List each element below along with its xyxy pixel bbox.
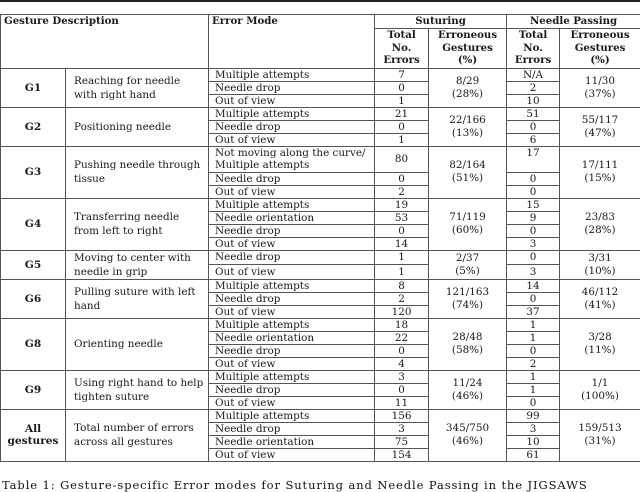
error-mode: Not moving along the curve/ Multiple attempts	[209, 146, 375, 172]
needle-errors: 0	[507, 396, 560, 409]
error-mode: Out of view	[209, 185, 375, 198]
gesture-id-all: All gestures	[1, 409, 66, 461]
suturing-errors: 0	[375, 224, 429, 237]
gesture-description: Pushing needle through tissue	[66, 146, 209, 198]
needle-errors: 1	[507, 331, 560, 344]
error-mode: Out of view	[209, 305, 375, 318]
needle-errors: 2	[507, 81, 560, 94]
needle-errors: 10	[507, 94, 560, 107]
needle-errors: 0	[507, 172, 560, 185]
suturing-errors: 19	[375, 198, 429, 211]
error-mode: Multiple attempts	[209, 198, 375, 211]
gesture-description: Moving to center with needle in grip	[66, 250, 209, 279]
gesture-id: G2	[1, 107, 66, 146]
suturing-errors: 1	[375, 265, 429, 280]
gesture-id: G9	[1, 370, 66, 409]
suturing-errors: 75	[375, 435, 429, 448]
suturing-erroneous-gestures: 8/29 (28%)	[429, 68, 507, 107]
needle-erroneous-gestures: 1/1 (100%)	[560, 370, 640, 409]
gesture-id: G1	[1, 68, 66, 107]
suturing-errors: 21	[375, 107, 429, 120]
suturing-errors: 22	[375, 331, 429, 344]
error-mode: Needle drop	[209, 422, 375, 435]
suturing-errors: 53	[375, 211, 429, 224]
error-mode: Needle drop	[209, 344, 375, 357]
gesture-id: G8	[1, 318, 66, 370]
table-row	[1, 198, 640, 211]
error-mode: Out of view	[209, 237, 375, 250]
suturing-errors: 18	[375, 318, 429, 331]
suturing-errors: 14	[375, 237, 429, 250]
table-row	[1, 279, 640, 292]
header-needle-erroneous-gestures: Erroneous Gestures (%)	[560, 28, 640, 68]
suturing-errors: 3	[375, 370, 429, 383]
header-needle-total-errors: Total No. Errors	[507, 28, 560, 68]
table-row	[1, 409, 640, 422]
gesture-id: G5	[1, 250, 66, 279]
needle-erroneous-gestures: 3/28 (11%)	[560, 318, 640, 370]
suturing-erroneous-gestures: 71/119 (60%)	[429, 198, 507, 250]
gesture-description: Reaching for needle with right hand	[66, 68, 209, 107]
error-mode: Out of view	[209, 357, 375, 370]
suturing-erroneous-gestures: 28/48 (58%)	[429, 318, 507, 370]
needle-errors: 14	[507, 279, 560, 292]
needle-errors: 0	[507, 292, 560, 305]
header-needle-passing: Needle Passing	[507, 15, 640, 29]
needle-errors: 6	[507, 133, 560, 146]
suturing-erroneous-gestures: 11/24 (46%)	[429, 370, 507, 409]
header-suturing-total-errors: Total No. Errors	[375, 28, 429, 68]
needle-errors: 1	[507, 370, 560, 383]
header-suturing: Suturing	[375, 15, 507, 29]
error-mode: Multiple attempts	[209, 107, 375, 120]
needle-erroneous-gestures: 11/30 (37%)	[560, 68, 640, 107]
error-mode: Needle drop	[209, 224, 375, 237]
gesture-id: G4	[1, 198, 66, 250]
header-gesture-description: Gesture Description	[1, 15, 209, 69]
suturing-errors: 0	[375, 383, 429, 396]
needle-errors: 3	[507, 265, 560, 280]
table-row	[1, 370, 640, 383]
needle-errors: 15	[507, 198, 560, 211]
needle-errors: 0	[507, 120, 560, 133]
needle-errors: 3	[507, 422, 560, 435]
needle-erroneous-gestures: 17/111 (15%)	[560, 146, 640, 198]
gesture-description: Total number of errors across all gestures	[66, 409, 209, 461]
needle-errors: 61	[507, 448, 560, 461]
error-mode: Multiple attempts	[209, 318, 375, 331]
gesture-description: Pulling suture with left hand	[66, 279, 209, 318]
error-mode: Out of view	[209, 396, 375, 409]
error-mode: Needle orientation	[209, 331, 375, 344]
header-suturing-erroneous-gestures: Erroneous Gestures (%)	[429, 28, 507, 68]
suturing-errors: 1	[375, 133, 429, 146]
table-row	[1, 107, 640, 120]
needle-errors: 0	[507, 224, 560, 237]
suturing-errors: 7	[375, 68, 429, 81]
suturing-erroneous-gestures: 82/164 (51%)	[429, 146, 507, 198]
suturing-errors: 0	[375, 172, 429, 185]
suturing-errors: 3	[375, 422, 429, 435]
top-rule	[0, 0, 640, 2]
suturing-erroneous-gestures: 22/166 (13%)	[429, 107, 507, 146]
needle-errors: 17	[507, 146, 560, 172]
needle-erroneous-gestures: 46/112 (41%)	[560, 279, 640, 318]
suturing-erroneous-gestures: 345/750 (46%)	[429, 409, 507, 461]
needle-errors: 37	[507, 305, 560, 318]
needle-errors: N/A	[507, 68, 560, 81]
error-modes-table	[0, 14, 640, 462]
suturing-errors: 2	[375, 185, 429, 198]
suturing-errors: 2	[375, 292, 429, 305]
error-mode: Needle orientation	[209, 211, 375, 224]
error-mode: Needle drop	[209, 292, 375, 305]
error-mode: Out of view	[209, 265, 375, 280]
needle-errors: 2	[507, 357, 560, 370]
needle-errors: 99	[507, 409, 560, 422]
needle-errors: 9	[507, 211, 560, 224]
suturing-errors: 0	[375, 81, 429, 94]
suturing-errors: 8	[375, 279, 429, 292]
needle-errors: 10	[507, 435, 560, 448]
needle-errors: 0	[507, 344, 560, 357]
needle-errors: 0	[507, 250, 560, 265]
suturing-errors: 1	[375, 94, 429, 107]
suturing-errors: 1	[375, 250, 429, 265]
gesture-description: Positioning needle	[66, 107, 209, 146]
suturing-errors: 156	[375, 409, 429, 422]
suturing-erroneous-gestures: 2/37 (5%)	[429, 250, 507, 279]
suturing-errors: 80	[375, 146, 429, 172]
error-mode: Needle drop	[209, 81, 375, 94]
error-mode: Needle drop	[209, 120, 375, 133]
needle-erroneous-gestures: 55/117 (47%)	[560, 107, 640, 146]
needle-errors: 0	[507, 185, 560, 198]
error-mode: Multiple attempts	[209, 279, 375, 292]
table-row	[1, 68, 640, 81]
error-mode: Out of view	[209, 94, 375, 107]
suturing-errors: 120	[375, 305, 429, 318]
needle-erroneous-gestures: 159/513 (31%)	[560, 409, 640, 461]
needle-errors: 1	[507, 383, 560, 396]
suturing-errors: 11	[375, 396, 429, 409]
gesture-id: G3	[1, 146, 66, 198]
gesture-description: Orienting needle	[66, 318, 209, 370]
suturing-errors: 154	[375, 448, 429, 461]
needle-errors: 51	[507, 107, 560, 120]
suturing-errors: 4	[375, 357, 429, 370]
error-mode: Multiple attempts	[209, 370, 375, 383]
error-mode: Out of view	[209, 448, 375, 461]
gesture-description: Transferring needle from left to right	[66, 198, 209, 250]
header-error-mode: Error Mode	[209, 15, 375, 69]
error-mode: Needle drop	[209, 172, 375, 185]
suturing-errors: 0	[375, 120, 429, 133]
table-row	[1, 146, 640, 172]
table-caption: Table 1: Gesture-specific Error modes for Suturing and Needle Passing in the JIGSAWS	[2, 478, 588, 492]
error-mode: Out of view	[209, 133, 375, 146]
needle-erroneous-gestures: 23/83 (28%)	[560, 198, 640, 250]
error-mode: Needle drop	[209, 250, 375, 265]
table-row	[1, 250, 640, 265]
needle-erroneous-gestures: 3/31 (10%)	[560, 250, 640, 279]
error-mode: Needle orientation	[209, 435, 375, 448]
error-mode: Multiple attempts	[209, 409, 375, 422]
gesture-description: Using right hand to help tighten suture	[66, 370, 209, 409]
gesture-id: G6	[1, 279, 66, 318]
needle-errors: 3	[507, 237, 560, 250]
needle-errors: 1	[507, 318, 560, 331]
table-row	[1, 318, 640, 331]
error-mode: Multiple attempts	[209, 68, 375, 81]
suturing-erroneous-gestures: 121/163 (74%)	[429, 279, 507, 318]
suturing-errors: 0	[375, 344, 429, 357]
error-mode: Needle drop	[209, 383, 375, 396]
